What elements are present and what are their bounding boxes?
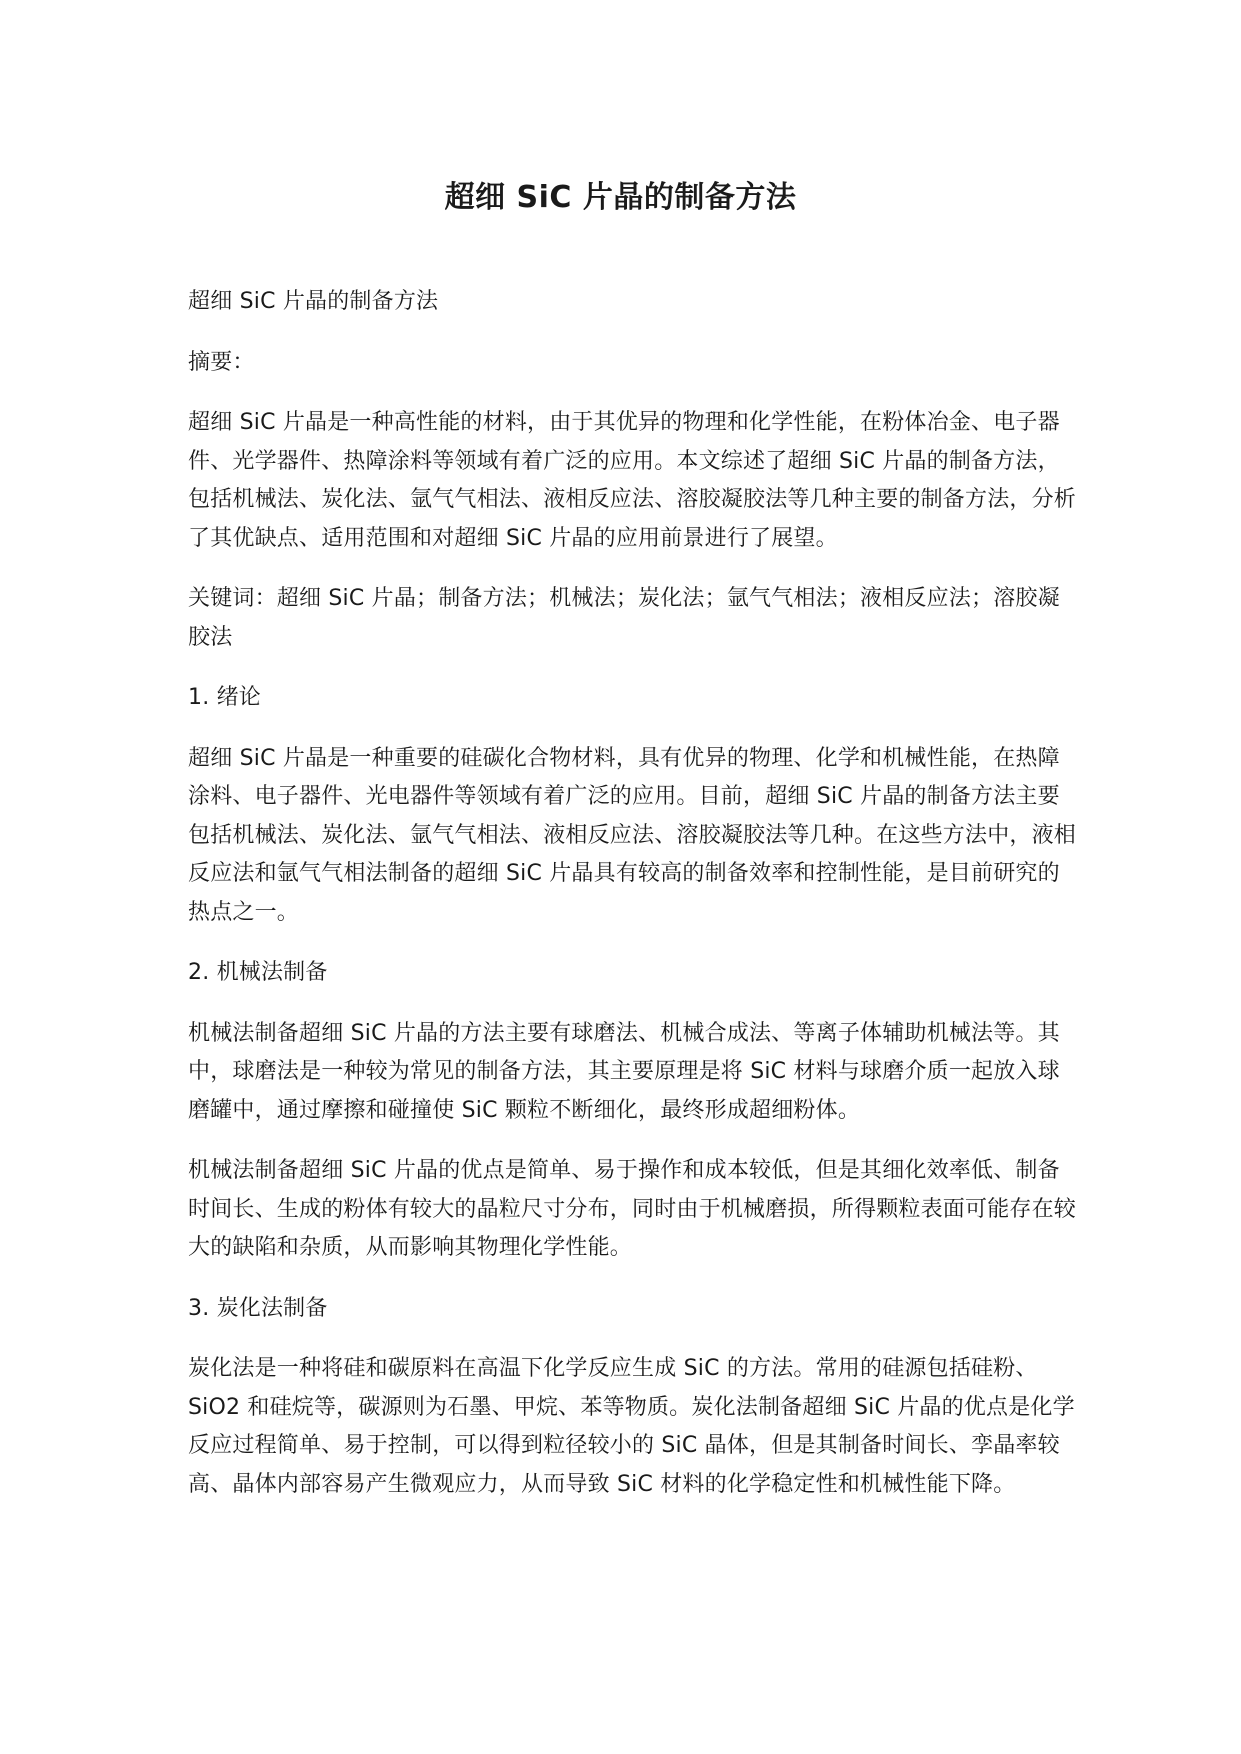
subtitle-line: 超细 SiC 片晶的制备方法 <box>188 289 439 314</box>
section-heading-mechanical: 2. 机械法制备 <box>188 960 328 985</box>
mechanical-paragraph-2: 机械法制备超细 SiC 片晶的优点是简单、易于操作和成本较低，但是其细化效率低、制备时间长、生成的粉体有较大的晶粒尺寸分布，同时由于机械磨损，所得颗粒表面可能存在较大的缺陷和杂质，从而影响其物理化学性能。 <box>188 1158 1077 1260</box>
section-heading-introduction: 1. 绪论 <box>188 685 261 710</box>
carbonization-paragraph: 炭化法是一种将硅和碳原料在高温下化学反应生成 SiC 的方法。常用的硅源包括硅粉、SiO2 和硅烷等，碳源则为石墨、甲烷、苯等物质。炭化法制备超细 SiC 片晶的优点是化学反应过程简单、易于控制，可以得到粒径较小的 SiC 晶体，但是其制备时间长、孪晶率较高、晶体内部容易产生微观应力，从而导致 SiC 材料的化学稳定性和机械性能下降。 <box>188 1356 1075 1497</box>
document-body <box>188 283 1078 1526</box>
abstract-heading: 摘要： <box>188 349 255 375</box>
abstract-paragraph: 超细 SiC 片晶是一种高性能的材料，由于其优异的物理和化学性能，在粉体冶金、电子器件、光学器件、热障涂料等领域有着广泛的应用。本文综述了超细 SiC 片晶的制备方法，包括机械法、炭化法、氩气气相法、液相反应法、溶胶凝胶法等几种主要的制备方法，分析了其优缺点、适用范围和对超细 SiC 片晶的应用前景进行了展望。 <box>188 410 1077 551</box>
keywords-paragraph: 关键词：超细 SiC 片晶；制备方法；机械法；炭化法；氩气气相法；液相反应法；溶胶凝胶法 <box>188 586 1060 650</box>
document-title: 超细 SiC 片晶的制备方法 <box>444 180 797 215</box>
mechanical-paragraph-1: 机械法制备超细 SiC 片晶的方法主要有球磨法、机械合成法、等离子体辅助机械法等。其中，球磨法是一种较为常见的制备方法，其主要原理是将 SiC 材料与球磨介质一起放入球磨罐中，通过摩擦和碰撞使 SiC 颗粒不断细化，最终形成超细粉体。 <box>188 1020 1060 1123</box>
introduction-paragraph: 超细 SiC 片晶是一种重要的硅碳化合物材料，具有优异的物理、化学和机械性能，在热障涂料、电子器件、光电器件等领域有着广泛的应用。目前，超细 SiC 片晶的制备方法主要包括机械法、炭化法、氩气气相法、液相反应法、溶胶凝胶法等几种。在这些方法中，液相反应法和氩气气相法制备的超细 SiC 片晶具有较高的制备效率和控制性能，是目前研究的热点之一。 <box>188 745 1077 925</box>
section-heading-carbonization: 3. 炭化法制备 <box>188 1295 328 1321</box>
